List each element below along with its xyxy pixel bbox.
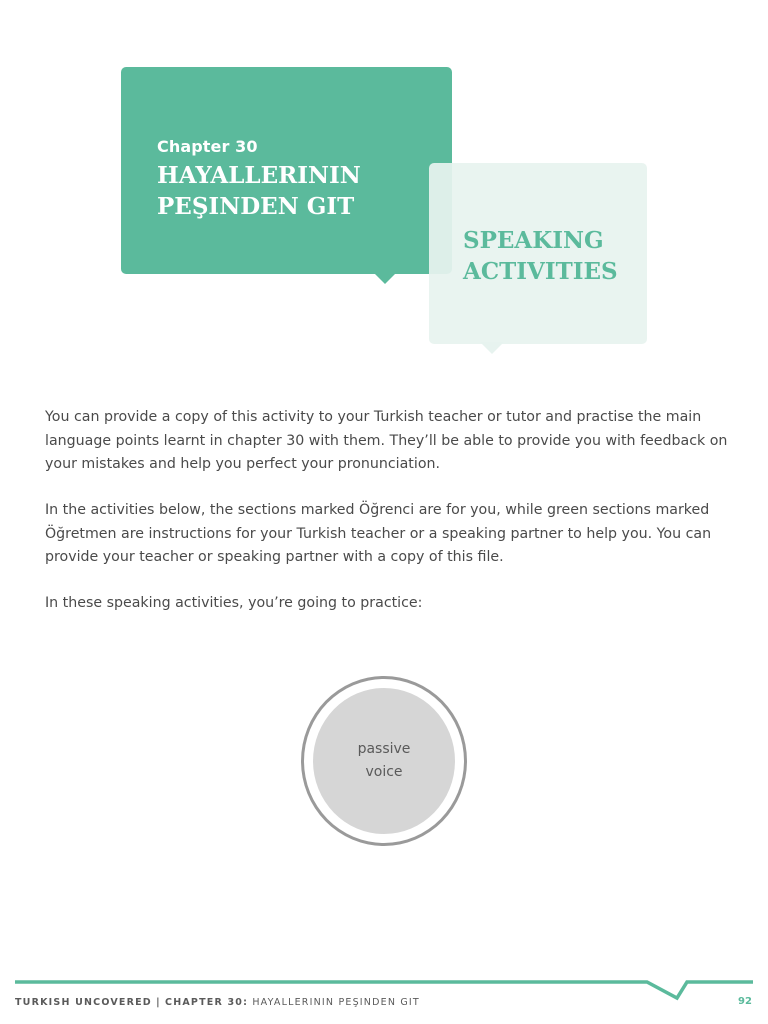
footer-chapter-name: HAYALLERININ PEŞINDEN GIT	[252, 997, 420, 1008]
chapter-title: HAYALLERININ PEŞINDEN GIT	[157, 162, 361, 220]
footer-running-title	[15, 997, 420, 1008]
footer-brand: TURKISH UNCOVERED	[15, 997, 152, 1008]
chapter-callout-tail	[373, 272, 397, 284]
topic-label: passive voice	[357, 741, 411, 780]
section-title: SPEAKING ACTIVITIES	[463, 227, 618, 285]
page-number: 92	[738, 996, 752, 1007]
topic-circle	[313, 688, 455, 834]
footer-chapter-prefix: CHAPTER 30:	[165, 997, 249, 1008]
instructions-paragraph: In the activities below, the sections marked Öğrenci are for you, while green sections marked Öğretmen are instructions for your Turkish teacher or a speaking partner to help you. You can provide your teacher or speaking partner with a copy of this file.	[45, 502, 712, 565]
practice-lead-paragraph: In these speaking activities, you’re going to practice:	[45, 595, 423, 611]
section-callout-tail	[480, 342, 504, 354]
intro-paragraph: You can provide a copy of this activity to your Turkish teacher or tutor and practise the main language points learnt in chapter 30 with them. They’ll be able to provide you with feedback on your mistakes and help you perfect your pronunciation.	[45, 409, 728, 472]
footer-separator: |	[156, 997, 161, 1008]
chapter-label: Chapter 30	[157, 137, 258, 156]
